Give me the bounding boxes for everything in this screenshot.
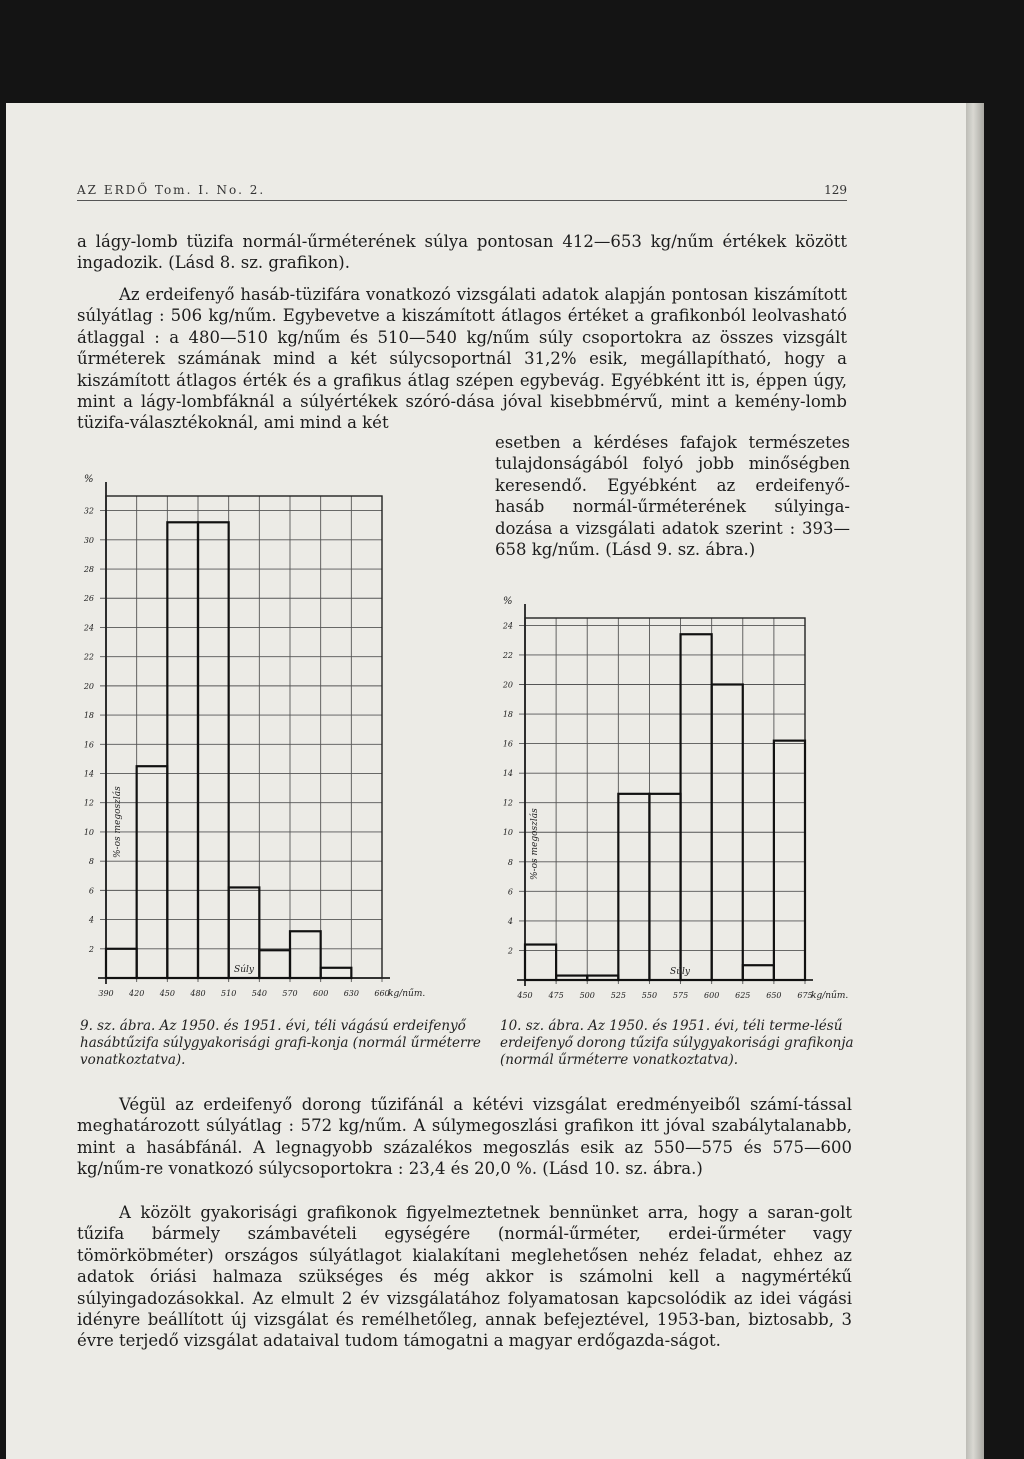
x-tick-label: 575 bbox=[672, 991, 689, 1000]
header-rule bbox=[77, 200, 847, 201]
x-tick-label: 650 bbox=[766, 991, 782, 1000]
x-unit-label: kg/nűm. bbox=[811, 991, 849, 1001]
x-tick-label: 570 bbox=[282, 989, 298, 998]
y-tick-label: 32 bbox=[83, 506, 94, 516]
y-tick-label: 8 bbox=[507, 857, 513, 867]
y-tick-label: 10 bbox=[502, 828, 513, 838]
x-tick-label: 450 bbox=[517, 991, 533, 1000]
x-tick-label: 660 bbox=[374, 989, 390, 998]
histogram-bar bbox=[618, 794, 649, 980]
paragraph-2-continued: esetben a kérdéses fafajok természetes tulajdonságából folyó jobb minőségben keresendő. Egyébként az erdeifenyő-hasáb normál-űrméterének súlyinga-dozása a vizsgálati adatok szerint : 393—658 kg/nűm. (Lásd 9. sz. ábra.) bbox=[495, 433, 850, 560]
paragraph-1: a lágy-lomb tüzifa normál-űrméterének súlya pontosan 412—653 kg/nűm értékek között ingadozik. (Lásd 8. sz. grafikon). bbox=[77, 232, 847, 273]
paragraph-4: A közölt gyakorisági grafikonok figyelmeztetnek bennünket arra, hogy a saran-golt tűzifa bármely számbavételi egységére (normál-űrméter, erdei-űrméter vagy tömörköbméter) országos súlyátlagot kialakítani meglehetősen nehéz feladat, ehhez az adatok óriási halmaza szükséges és még akkor is számolni kell a nagymértékű súlyingadozásokkal. Az elmult 2 év vizsgálatához folyamatosan kapcsolódik az idei vágási idényre beállított új vizsgálat és remélhetőleg, annak befejeztével, 1953-ban, biztosabb, 3 évre terjedő vizsgálat adataival tudom támogatni a magyar erdőgazda-ságot. bbox=[77, 1203, 852, 1351]
y-tick-label: 4 bbox=[507, 916, 513, 926]
y-tick-label: 12 bbox=[502, 798, 513, 808]
paragraph-2: Az erdeifenyő hasáb-tüzifára vonatkozó vizsgálati adatok alapján pontosan kiszámított súlyátlag : 506 kg/nűm. Egybevetve a kiszámított átlagos értéket a grafikonból leolvasható átlaggal : a 480—510 kg/nűm és 510—540 kg/nűm súly csoportokra az összes vizsgált űrméterek számának mind a két súlycsoportnál 31,2% esik, megállapítható, hogy a kiszámított átlagos érték és a grafikus átlag szépen egybevág. Egyébként itt is, éppen úgy, mint a lágy-lombfáknál a súlyértékek szóró-dása jóval kisebbmérvű, mint a kemény-lomb tüzifa-választékoknál, ami mind a két bbox=[77, 285, 847, 433]
chart-frame bbox=[106, 496, 382, 978]
y-tick-label: 18 bbox=[83, 711, 94, 721]
caption-figure-9: 9. sz. ábra. Az 1950. és 1951. évi, téli vágású erdeifenyő hasábtűzifa súlygyakorisági grafi-konja (normál űrméterre vonatkoztatva). bbox=[80, 1018, 481, 1068]
x-tick-label: 420 bbox=[129, 989, 145, 998]
chart-figure-10 bbox=[502, 596, 865, 1010]
chart-figure-9 bbox=[80, 474, 490, 1008]
y-unit-label: % bbox=[503, 596, 513, 607]
x-tick-label: 500 bbox=[579, 991, 595, 1000]
y-tick-label: 14 bbox=[83, 769, 94, 779]
x-tick-label: 540 bbox=[251, 989, 267, 998]
histogram-bar bbox=[587, 976, 618, 980]
x-tick-label: 480 bbox=[190, 989, 206, 998]
x-tick-label: 475 bbox=[548, 991, 564, 1000]
y-tick-label: 20 bbox=[502, 680, 513, 690]
y-tick-label: 20 bbox=[83, 681, 94, 691]
x-tick-label: 630 bbox=[343, 989, 359, 998]
x-tick-label: 600 bbox=[704, 991, 720, 1000]
y-tick-label: 14 bbox=[502, 769, 513, 779]
histogram-bar bbox=[198, 522, 229, 978]
histogram-bar bbox=[556, 976, 587, 980]
x-axis-label: Súly bbox=[234, 965, 254, 975]
y-axis-label: %-os megoszlás bbox=[113, 786, 123, 858]
histogram-bar bbox=[681, 634, 712, 980]
histogram-bar bbox=[525, 945, 556, 980]
x-unit-label: kg/nűm. bbox=[388, 989, 426, 999]
y-tick-label: 18 bbox=[502, 710, 513, 720]
y-tick-label: 30 bbox=[83, 535, 94, 545]
y-tick-label: 12 bbox=[83, 798, 94, 808]
y-tick-label: 22 bbox=[83, 652, 94, 662]
caption-figure-10: 10. sz. ábra. Az 1950. és 1951. évi, téli terme-lésű erdeifenyő dorong tűzifa súlygyakorisági grafikonja (normál űrméterre vonatkoztatva). bbox=[500, 1018, 854, 1068]
histogram-bar bbox=[137, 766, 168, 978]
x-tick-label: 600 bbox=[313, 989, 329, 998]
y-tick-label: 16 bbox=[83, 740, 94, 750]
y-tick-label: 22 bbox=[502, 650, 513, 660]
y-tick-label: 2 bbox=[507, 946, 513, 956]
x-tick-label: 390 bbox=[98, 989, 114, 998]
y-tick-label: 6 bbox=[507, 887, 513, 897]
paragraph-3: Végül az erdeifenyő dorong tűzifánál a kétévi vizsgálat eredményeiből számí-tással meghatározott súlyátlag : 572 kg/nűm. A súlymegoszlási grafikon itt jóval szabálytalanabb, mint a hasábfánál. A legnagyobb százalékos megoszlás esik az 550—575 és 575—600 kg/nűm-re vonatkozó súlycsoportokra : 23,4 és 20,0 %. (Lásd 10. sz. ábra.) bbox=[77, 1095, 852, 1179]
y-tick-label: 8 bbox=[88, 857, 94, 867]
y-unit-label: % bbox=[84, 474, 94, 485]
y-tick-label: 2 bbox=[88, 944, 94, 954]
histogram-bar bbox=[259, 950, 290, 978]
x-tick-label: 550 bbox=[641, 991, 658, 1000]
histogram-bar bbox=[743, 965, 774, 980]
histogram-bar bbox=[290, 931, 321, 978]
y-tick-label: 16 bbox=[502, 739, 513, 749]
journal-title: AZ ERDŐ Tom. I. No. 2. bbox=[77, 183, 266, 197]
y-tick-label: 4 bbox=[88, 915, 94, 925]
y-tick-label: 24 bbox=[502, 621, 513, 631]
y-tick-label: 10 bbox=[83, 827, 94, 837]
histogram-bar bbox=[106, 949, 137, 978]
running-header bbox=[77, 183, 847, 201]
histogram-bar bbox=[774, 741, 805, 980]
x-tick-label: 450 bbox=[159, 989, 175, 998]
x-tick-label: 525 bbox=[610, 991, 626, 1000]
x-axis-label: Súly bbox=[670, 967, 690, 977]
chart-frame bbox=[525, 618, 805, 980]
histogram-bar bbox=[321, 968, 352, 978]
histogram-bar bbox=[649, 794, 680, 980]
y-tick-label: 24 bbox=[83, 623, 94, 633]
x-tick-label: 510 bbox=[221, 989, 237, 998]
histogram-bar bbox=[167, 522, 198, 978]
x-tick-label: 675 bbox=[797, 991, 813, 1000]
x-tick-label: 625 bbox=[735, 991, 751, 1000]
y-tick-label: 26 bbox=[83, 594, 94, 604]
page-number: 129 bbox=[824, 183, 847, 197]
y-tick-label: 6 bbox=[88, 886, 94, 896]
y-tick-label: 28 bbox=[83, 565, 94, 575]
y-axis-label: %-os megoszlás bbox=[530, 808, 540, 880]
page-edge-shadow bbox=[966, 103, 984, 1459]
